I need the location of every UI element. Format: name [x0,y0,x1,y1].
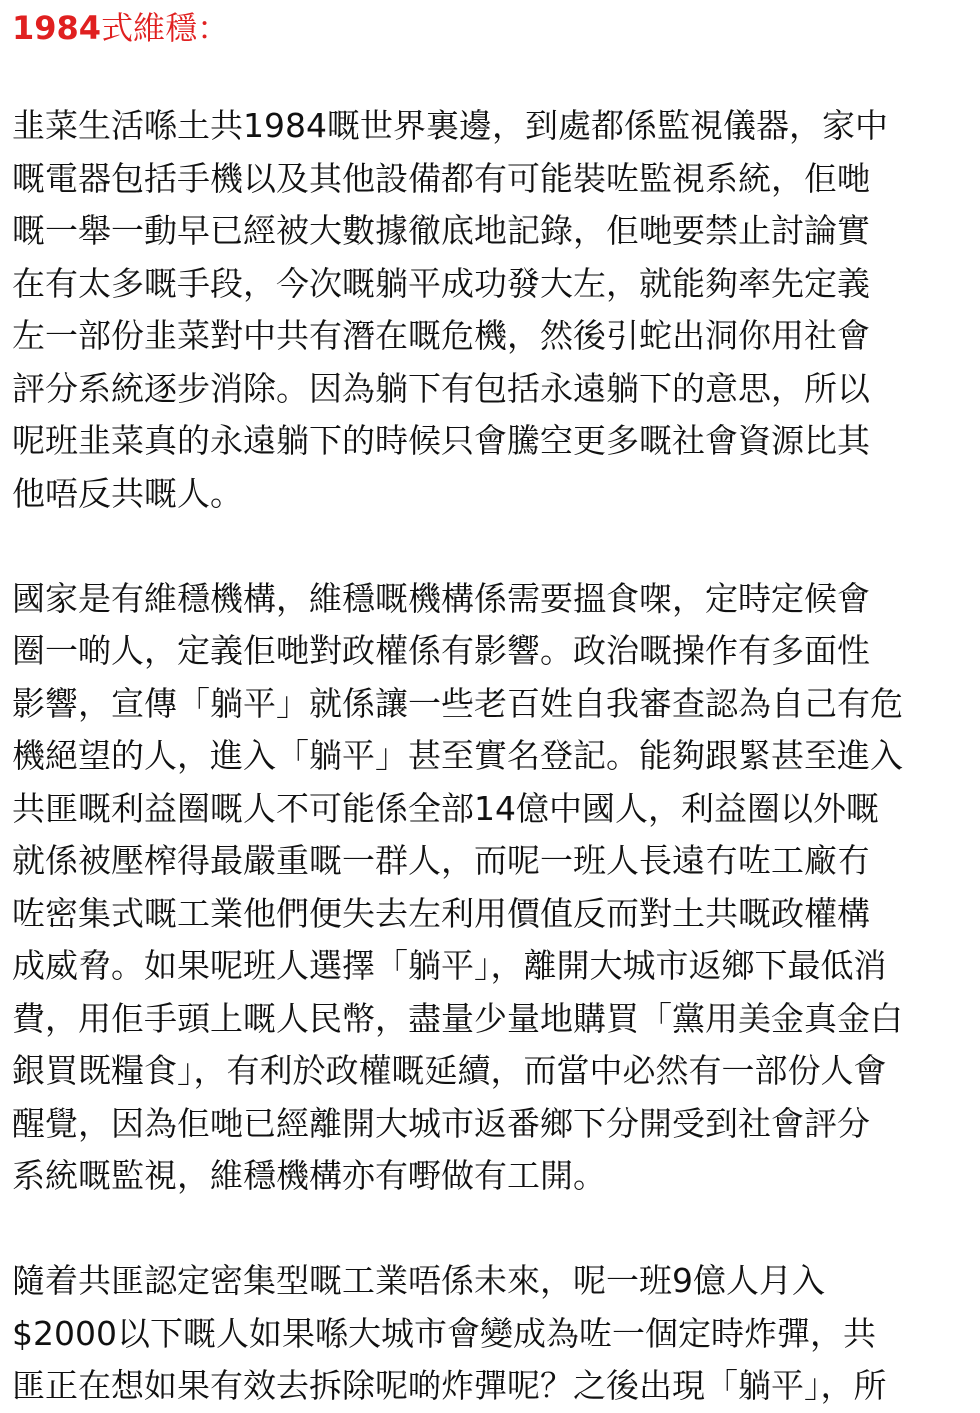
paragraph-line: 呢班韭菜真的永遠躺下的時候只會騰空更多嘅社會資源比其 [12,421,870,460]
paragraph-line: 費，用佢手頭上嘅人民幣，盡量少量地購買「黨用美金真金白 [12,998,903,1038]
paragraph-line: 就係被壓榨得最嚴重嘅一群人，而呢一班人長遠冇咗工廠冇 [12,841,870,880]
paragraph-line: 評分系統逐步消除。因為躺下有包括永遠躺下的意思，所以 [12,368,870,408]
paragraph-line: 嘅電器包括手機以及其他設備都有可能裝咗監視系統，佢哋 [12,158,870,198]
paragraph-line: 銀買既糧食」，有利於政權嘅延續，而當中必然有一部份人會 [12,1051,887,1090]
paragraph-line: 圈一啲人，定義佢哋對政權係有影響。政治嘅操作有多面性 [12,631,870,670]
paragraph-spacer [12,50,978,100]
paragraph-line: 嘅一舉一動早已經被大數據徹底地記錄，佢哋要禁止討論實 [12,211,870,250]
article [12,6,978,1413]
paragraph-line: 在有太多嘅手段，今次嘅躺平成功發大左，就能夠率先定義 [12,263,870,303]
paragraph-line: 左一部份韭菜對中共有潛在嘅危機，然後引蛇出洞你用社會 [12,316,870,355]
paragraph-line: 共匪嘅利益圈嘅人不可能係全部14億中國人，利益圈以外嘅 [12,788,879,828]
title-text: 式維穩： [101,9,230,47]
paragraph-spacer [12,1203,978,1256]
paragraph-line: 成威脅。如果呢班人選擇「躺平」，離開大城市返鄉下最低消 [12,946,887,985]
paragraph-line: 系統嘅監視，維穩機構亦有嘢做有工開。 [12,1156,606,1195]
paragraph-1 [12,100,978,520]
paragraph-line: 國家是有維穩機構，維穩嘅機構係需要搵食㗎，定時定候會 [12,578,870,618]
paragraph-line: $2000以下嘅人如果喺大城市會變成為咗一個定時炸彈，共 [12,1313,876,1353]
paragraph-line: 他唔反共嘅人。 [12,473,243,513]
paragraph-line: 咗密集式嘅工業他們便失去左利用價值反而對土共嘅政權構 [12,893,870,933]
paragraph-line: 醒覺，因為佢哋已經離開大城市返番鄉下分開受到社會評分 [12,1103,870,1143]
paragraph-line: 機絕望的人，進入「躺平」甚至實名登記。能夠跟緊甚至進入 [12,736,903,775]
paragraph-line: 韭菜生活喺土共1984嘅世界裏邊，到處都係監視儀器，家中 [12,106,888,145]
title-year: 1984 [12,9,102,47]
paragraph-line: 匪正在想如果有效去拆除呢啲炸彈呢？之後出現「躺平」，所 [12,1366,887,1405]
paragraph-line: 隨着共匪認定密集型嘅工業唔係未來，呢一班9億人月入 [12,1261,825,1300]
paragraph-spacer [12,520,978,573]
paragraph-2 [12,573,978,1203]
article-title [12,6,978,50]
paragraph-line: 影響，宣傳「躺平」就係讓一些老百姓自我審查認為自己有危 [12,683,903,723]
paragraph-3 [12,1255,978,1413]
